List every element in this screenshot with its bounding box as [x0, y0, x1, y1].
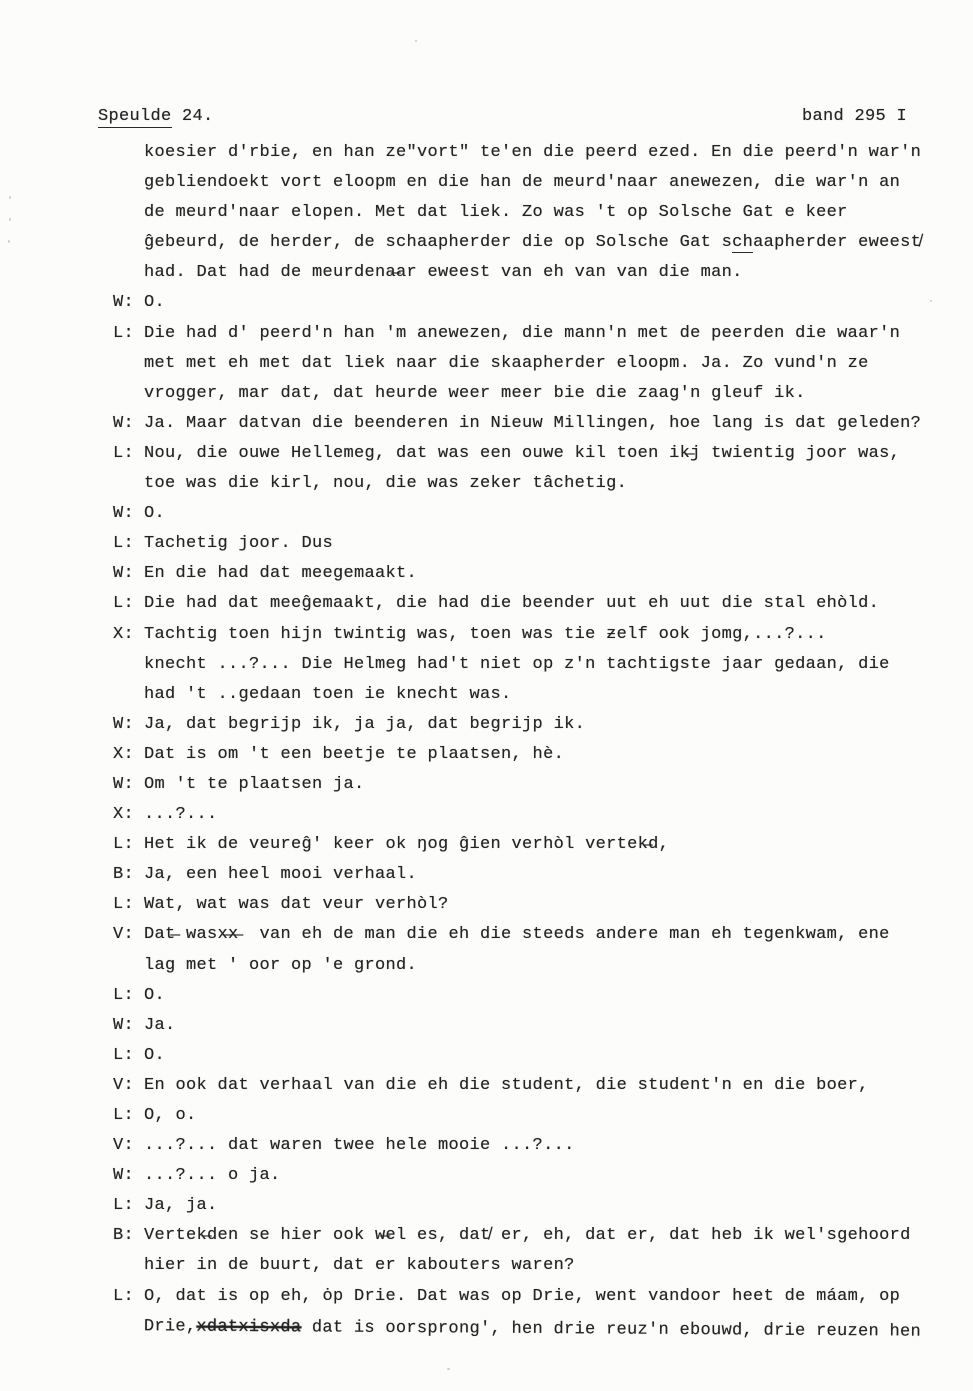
transcript-line: [113, 620, 973, 650]
line-text: [144, 529, 333, 559]
speaker-label: W:: [113, 504, 135, 524]
transcript-line: [113, 890, 973, 920]
speaker-label: [113, 1251, 144, 1281]
line-text: [144, 800, 218, 830]
speaker-label: [113, 258, 144, 288]
transcript-line: [113, 1011, 973, 1041]
text-part: Die had d' peerd'n han 'm anewezen, die mann'n met de peerden die waar'n: [144, 323, 901, 343]
speaker-label: W:: [113, 564, 135, 584]
text-part: Dat is om 't een beetje te plaatsen, hè.: [144, 744, 565, 764]
line-text: [144, 920, 890, 950]
speaker-label: [113, 951, 144, 981]
text-part: Ja, ja.: [144, 1196, 218, 1216]
text-part: had. Dat had de meurdena̶ar eweest van eh van van die man.: [144, 263, 743, 283]
speaker-label: [113, 228, 144, 258]
speaker-label: W:: [113, 413, 135, 433]
transcript-line: [113, 1312, 973, 1348]
transcript-line: [113, 589, 973, 619]
speaker-label: L:: [113, 985, 135, 1005]
line-text: [144, 1251, 575, 1281]
line-text: [144, 469, 627, 499]
speaker-label: L:: [113, 895, 135, 915]
transcript-line: [113, 499, 973, 529]
speaker-label: B:: [113, 865, 135, 885]
text-part: ...?... dat waren twee hele mooie ...?...: [144, 1136, 575, 1156]
line-text: [144, 620, 827, 650]
transcript-line: [113, 1131, 973, 1161]
speaker-label: [113, 379, 144, 409]
speaker-label: W:: [113, 293, 135, 313]
speaker-label: L:: [113, 534, 135, 554]
text-part: hier in de buurt, dat er kabouters waren?: [144, 1256, 575, 1276]
speaker-label: V:: [113, 1136, 135, 1156]
scan-speck: [9, 196, 11, 199]
text-part: Drie,: [143, 1316, 197, 1337]
transcript-line: [113, 1101, 973, 1131]
transcript-line: [113, 1161, 973, 1191]
transcript-line: [113, 469, 973, 499]
line-text: [144, 1011, 176, 1041]
speaker-label: X:: [113, 624, 135, 644]
speaker-label: W:: [113, 774, 135, 794]
speaker-label: [113, 349, 144, 379]
transcript: [113, 138, 973, 1342]
line-text: [144, 680, 512, 710]
speaker-label: W:: [113, 1015, 135, 1035]
line-text: [144, 981, 165, 1011]
speaker-label: L:: [113, 443, 135, 463]
scan-speck: [930, 300, 932, 302]
speaker-label: L:: [113, 594, 135, 614]
transcript-line: [113, 559, 973, 589]
text-part: dat is oorsprong', hen drie reuz'n ebouwd, drie reuzen hen: [301, 1317, 922, 1342]
speaker-label: V:: [113, 925, 135, 945]
speaker-label: [113, 680, 144, 710]
line-text: [144, 409, 921, 439]
speaker-label: L:: [113, 1286, 135, 1306]
line-text: [144, 379, 806, 409]
line-text: [144, 1101, 197, 1131]
text-part: Ja.: [144, 1015, 176, 1035]
line-text: [144, 1312, 921, 1348]
transcript-line: [113, 258, 973, 288]
speaker-label: L:: [113, 323, 135, 343]
transcript-line: [113, 198, 973, 228]
speaker-label: L:: [113, 1106, 135, 1125]
transcript-line: [113, 770, 973, 800]
line-text: [144, 1161, 281, 1191]
text-part: O.: [144, 1045, 166, 1065]
line-text: [144, 499, 165, 529]
title-number: 24.: [171, 107, 214, 126]
transcript-line: [113, 1041, 973, 1071]
transcript-line: [113, 1282, 973, 1312]
transcript-line: [113, 439, 973, 469]
transcript-line: [113, 650, 973, 680]
line-text: [144, 1191, 218, 1221]
line-text: [144, 198, 848, 228]
line-text: [144, 650, 890, 680]
scan-speck: [8, 240, 10, 243]
line-text: [144, 890, 449, 920]
line-text: [144, 589, 879, 619]
speaker-label: [113, 469, 144, 499]
text-part: En ook dat verhaal van die eh die student, die student'n en die boer,: [144, 1075, 869, 1095]
speaker-label: W:: [113, 714, 135, 734]
text-part: Het ik de veureĝ' keer ok ŋog ĝien verhòl vertek̶d,: [144, 835, 670, 855]
scan-speck: [9, 218, 11, 221]
text-part: Om 't te plaatsen ja.: [144, 774, 365, 794]
text-part: toe was die kirl, nou, die was zeker tâchetig.: [144, 474, 628, 494]
transcript-line: [113, 830, 973, 860]
transcript-line: [113, 981, 973, 1011]
text-part: Tachtig toen hijn twintig was, toen was tie ƶelf ook jomg,...?...: [144, 624, 827, 644]
speaker-label: V:: [113, 1075, 135, 1095]
text-part: vrogger, mar dat, dat heurde weer meer bie die zaag'n gleuf ik.: [144, 383, 806, 403]
line-text: [144, 740, 564, 770]
text-part: Die had dat meeĝemaakt, die had die beender uut eh uut die stal ehòld.: [144, 594, 880, 614]
band-label: band 295 I: [801, 107, 907, 126]
underlined-text: ch: [732, 233, 754, 253]
line-text: [144, 349, 869, 379]
speaker-label: L:: [113, 1196, 135, 1216]
text-part: had 't ..gedaan toen ie knecht was.: [144, 684, 512, 704]
text-part: lag met ' oor op 'e grond.: [144, 955, 418, 975]
text-part: gebliendoekt vort eloopm en die han de meurd'naar anewezen, die war'n an: [144, 173, 901, 193]
line-text: [144, 1041, 165, 1071]
transcript-line: [113, 529, 973, 559]
scan-speck: [415, 40, 417, 42]
text-part: Dat̶ wasx̶x̶ van eh de man die eh die steeds andere man eh tegenkwam, ene: [144, 925, 890, 945]
transcript-line: [113, 319, 973, 349]
transcript-line: [113, 920, 973, 950]
transcript-line: [113, 710, 973, 740]
line-text: [144, 1131, 575, 1161]
text-part: O.: [144, 985, 166, 1005]
title-location: Speulde: [98, 107, 172, 126]
speaker-label: [113, 168, 144, 198]
line-text: [144, 1221, 911, 1251]
line-text: [144, 830, 669, 860]
text-part: Ja, een heel mooi verhaal.: [144, 865, 418, 885]
speaker-label: L:: [113, 835, 135, 855]
line-text: [144, 138, 921, 168]
transcript-line: [113, 1071, 973, 1101]
text-part: de meurd'naar elopen. Met dat liek. Zo was 't op Solsche Gat e keer: [144, 203, 848, 223]
line-text: [144, 860, 417, 890]
transcript-line: [113, 1221, 973, 1251]
text-part: O.: [144, 293, 166, 313]
line-text: [144, 439, 900, 469]
speaker-label: X:: [113, 744, 135, 764]
transcript-line: [113, 409, 973, 439]
text-part: Ja, dat begrijp ik, ja ja, dat begrijp ik.: [144, 714, 586, 734]
transcript-line: [113, 288, 973, 318]
text-part: aapherder eweest̸: [753, 233, 922, 253]
line-text: [144, 168, 900, 198]
page-header: [98, 102, 973, 132]
page-title: [98, 102, 214, 132]
line-text: [144, 951, 417, 981]
text-part: Wat, wat was dat veur verhòl?: [144, 895, 449, 915]
line-text: [144, 258, 743, 288]
text-part: O, dat is op eh, ȯp Drie. Dat was op Drie, went vandoor heet de máam, op: [144, 1286, 901, 1306]
speaker-label: [113, 198, 144, 228]
speaker-label: [113, 650, 144, 680]
line-text: [144, 1071, 869, 1101]
line-text: [144, 1282, 900, 1312]
transcript-line: [113, 860, 973, 890]
line-text: [144, 710, 585, 740]
text-part: ĝebeurd, de herder, de schaapherder die op Solsche Gat s: [144, 233, 733, 253]
text-part: ...?... o ja.: [144, 1166, 281, 1186]
text-part: ...?...: [144, 805, 218, 825]
speaker-label: [113, 1312, 144, 1342]
speaker-label: [113, 138, 144, 168]
transcript-line: [113, 379, 973, 409]
line-text: [144, 288, 165, 318]
transcript-line: [113, 1191, 973, 1221]
transcript-line: [113, 680, 973, 710]
text-part: knecht ...?... Die Helmeg had't niet op z'n tachtigste jaar gedaan, die: [144, 654, 890, 674]
speaker-label: L:: [113, 1045, 135, 1065]
text-part: Nou, die ouwe Hellemeg, dat was een ouwe kil toen ik̶j twientig joor was,: [144, 443, 901, 463]
transcript-line: [113, 740, 973, 770]
text-part: Tachetig joor. Dus: [144, 534, 334, 554]
text-part: En die had dat meegemaakt.: [144, 564, 418, 584]
text-part: O.: [144, 504, 166, 524]
transcript-line: [113, 138, 973, 168]
transcript-line: [113, 800, 973, 830]
line-text: [144, 228, 921, 258]
scan-speck: [447, 1368, 450, 1370]
text-part: koesier d'rbie, en han ze"vort" te'en die peerd ezed. En die peerd'n war'n: [144, 143, 922, 162]
transcript-line: [113, 951, 973, 981]
text-part: met met eh met dat liek naar die skaapherder eloopm. Ja. Zo vund'n ze: [144, 353, 869, 373]
speaker-label: B:: [113, 1226, 135, 1246]
speaker-label: W:: [113, 1166, 135, 1186]
speaker-label: X:: [113, 805, 135, 825]
text-part: Ja. Maar datvan die beenderen in Nieuw Millingen, hoe lang is dat geleden?: [144, 413, 922, 433]
transcript-line: [113, 349, 973, 379]
text-part: O, o.: [144, 1106, 197, 1125]
struck-text: xdatxisxda: [196, 1317, 302, 1337]
line-text: [144, 770, 365, 800]
transcript-line: [113, 168, 973, 198]
line-text: [144, 559, 417, 589]
transcript-line: [113, 228, 973, 258]
line-text: [144, 319, 900, 349]
text-part: Vertek̶den se hier ook w̶el es, dat̸ er, eh, dat er, dat heb ik wel'sgehoord: [144, 1226, 911, 1246]
transcript-line: [113, 1251, 973, 1281]
